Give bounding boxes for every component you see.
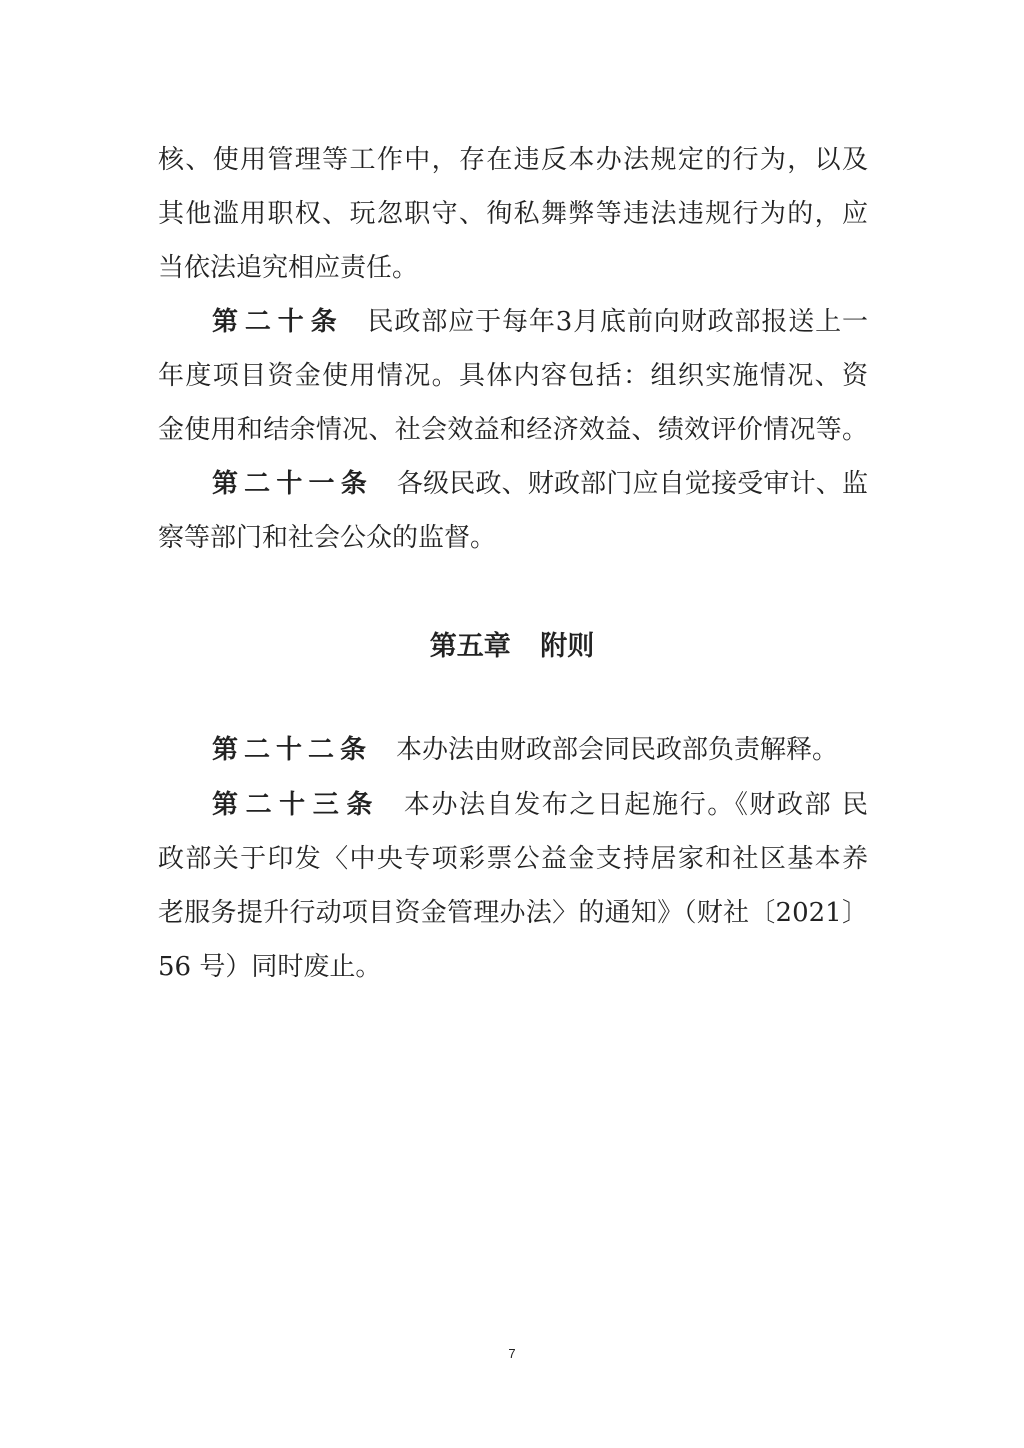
- article-23-first-line: [158, 788, 868, 822]
- text-line: 老服务提升行动项目资金管理办法〉的通知》（财社〔2021〕: [158, 898, 868, 928]
- article-22-line: [158, 733, 868, 767]
- article-label: 第二十条: [212, 307, 344, 337]
- text-line: 民政部应于每年3月底前向财政部报送上一: [367, 307, 868, 337]
- article-label: 第二十三条: [212, 790, 380, 820]
- text-line: 察等部门和社会公众的监督。: [158, 523, 497, 553]
- article-label: 第二十二条: [212, 735, 373, 765]
- article-20-first-line: [158, 305, 868, 339]
- chapter-heading: 第五章 附则: [429, 631, 595, 662]
- article-label: 第二十一条: [212, 469, 373, 499]
- text-line: 本办法自发布之日起施行。《财政部 民: [403, 790, 868, 820]
- text-line: 56 号）同时废止。: [158, 952, 382, 982]
- text-line: 年度项目资金使用情况。具体内容包括：组织实施情况、资: [158, 361, 868, 391]
- text-line: 核、使用管理等工作中，存在违反本办法规定的行为，以及: [158, 145, 868, 175]
- page-number: 7: [508, 1346, 516, 1361]
- text-line: 其他滥用职权、玩忽职守、徇私舞弊等违法违规行为的，应: [158, 199, 868, 229]
- text-line: 当依法追究相应责任。: [158, 253, 419, 283]
- article-21-first-line: [158, 467, 868, 501]
- text-line: 本办法由财政部会同民政部负责解释。: [396, 735, 839, 765]
- text-line: 各级民政、财政部门应自觉接受审计、监: [396, 469, 868, 499]
- text-line: 金使用和结余情况、社会效益和经济效益、绩效评价情况等。: [158, 415, 868, 445]
- text-line: 政部关于印发〈中央专项彩票公益金支持居家和社区基本养: [158, 844, 868, 874]
